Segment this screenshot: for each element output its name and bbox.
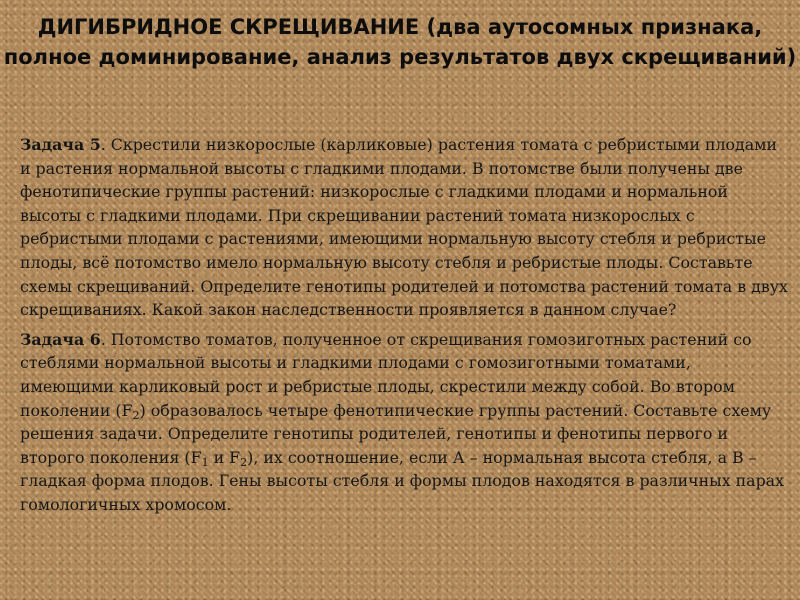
slide-title: ДИГИБРИДНОЕ СКРЕЩИВАНИЕ (два аутосомных признака, полное доминирование, анализ результатов двух скрещиваний) <box>3 15 797 69</box>
subscript-2: 2 <box>132 408 140 422</box>
task-6-label: Задача 6 <box>20 329 101 349</box>
task-5-text: . Скрестили низкорослые (карликовые) растения томата с ребристыми плодами и растения нормальной высоты с гладкими плодами. В потомстве были получены две фенотипические группы растений: низкорослые с гладкими плодами и нормальной высоты с гладкими плодами. При скрещивании растений томата низкорослых с ребристыми плодами с растениями, имеющими нормальную высоту стебля и ребристые плоды, всё потомство имело нормальную высоту стебля и ребристые плоды. Составьте схемы скрещиваний. Определите генотипы родителей и потомства растений томата в двух скрещиваниях. Какой закон наследственности проявляется в данном случае? <box>20 135 788 320</box>
task-6-text-part-4: ), их соотношение, если А – нормальная высота стебля, а В – гладкая форма плодов. Гены высоты стебля и формы плодов находятся в различных парах гомологичных хромосом. <box>20 447 785 514</box>
task-6-paragraph <box>20 328 788 517</box>
task-6-text-part-3: и F <box>208 447 241 467</box>
task-6-text-part-2: ) образовалось четыре фенотипические группы растений. Составьте схему решения задачи. Определите генотипы родителей, генотипы и фенотипы первого и второго поколения (F <box>20 400 772 467</box>
task-5-paragraph <box>20 133 788 322</box>
task-5-label: Задача 5 <box>20 135 101 154</box>
subscript-2: 2 <box>240 455 248 469</box>
slide-body <box>20 133 788 523</box>
subscript-1: 1 <box>201 455 209 469</box>
task-6-text-part-1: . Потомство томатов, полученное от скрещивания гомозиготных растений со стеблями нормальной высоты и гладкими плодами с гомозиготными томатами, имеющими карликовый рост и ребристые плоды, скрестили между собой. Во втором поколении (F <box>20 329 752 420</box>
